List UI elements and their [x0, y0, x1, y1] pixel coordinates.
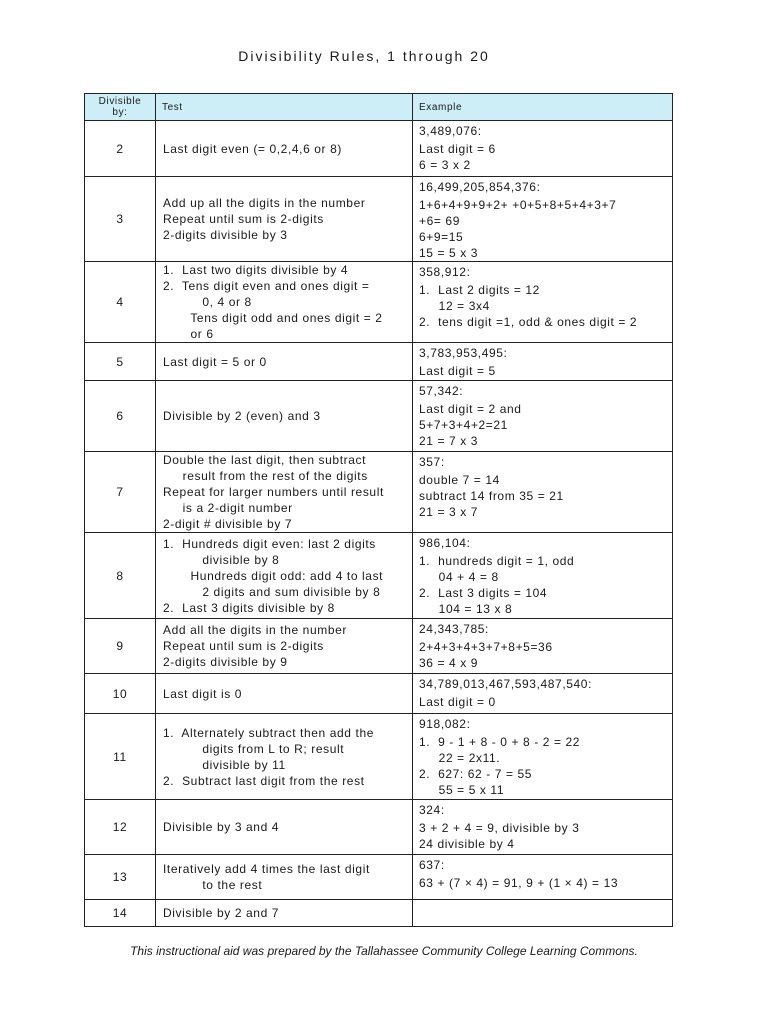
test-line: 1. Alternately subtract then add the — [163, 725, 374, 740]
example-line: 16,499,205,854,376: — [419, 180, 541, 194]
test-line: divisible by 8 — [163, 552, 280, 567]
table-row — [85, 800, 673, 855]
divisor-cell: 14 — [85, 900, 156, 927]
test-line: 2 digits and sum divisible by 8 — [163, 584, 381, 599]
example-line: double 7 = 14 — [419, 473, 500, 487]
test-cell — [156, 177, 413, 262]
example-line: 24,343,785: — [419, 622, 489, 636]
example-line: 21 = 7 x 3 — [419, 434, 479, 448]
test-cell — [156, 619, 413, 674]
divisor-cell: 7 — [85, 452, 156, 533]
example-line: 3 + 2 + 4 = 9, divisible by 3 — [419, 821, 580, 835]
example-cell — [413, 619, 673, 674]
example-line: 1. hundreds digit = 1, odd — [419, 554, 575, 568]
table-row — [85, 855, 673, 900]
example-cell — [413, 900, 673, 927]
example-line: 34,789,013,467,593,487,540: — [419, 677, 593, 691]
test-cell — [156, 900, 413, 927]
example-line: 6 = 3 x 2 — [419, 158, 471, 172]
test-line: Tens digit odd and ones digit = 2 — [163, 311, 383, 325]
example-line: 104 = 13 x 8 — [419, 602, 513, 616]
test-line: Add all the digits in the number — [163, 623, 347, 637]
example-cell — [413, 177, 673, 262]
table-row — [85, 381, 673, 452]
test-line: Divisible by 3 and 4 — [163, 820, 280, 834]
table-header-row — [85, 94, 673, 121]
example-cell — [413, 343, 673, 381]
example-line: Last digit = 0 — [419, 695, 496, 709]
test-cell — [156, 800, 413, 855]
table-row — [85, 619, 673, 674]
test-line: 1. Last two digits divisible by 4 — [163, 263, 349, 277]
example-line: 1+6+4+9+9+2+ +0+5+8+5+4+3+7 — [419, 198, 617, 212]
example-cell — [413, 714, 673, 800]
test-line: 2. Tens digit even and ones digit = — [163, 279, 370, 293]
example-line: Last digit = 2 and — [419, 402, 522, 416]
table-body — [85, 121, 673, 927]
example-line: 36 = 4 x 9 — [419, 656, 479, 670]
test-line: Repeat until sum is 2-digits — [163, 212, 324, 226]
example-line: 22 = 2x11. — [419, 751, 501, 765]
test-line: digits from L to R; result — [163, 741, 345, 756]
test-line: result from the rest of the digits — [163, 469, 368, 483]
divisor-cell: 2 — [85, 121, 156, 177]
example-line: 918,082: — [419, 717, 471, 731]
test-line: Last digit even (= 0,2,4,6 or 8) — [163, 141, 342, 156]
table-row — [85, 900, 673, 927]
table-row — [85, 714, 673, 800]
example-line: 55 = 5 x 11 — [419, 783, 505, 797]
example-line: 21 = 3 x 7 — [419, 505, 479, 519]
test-cell — [156, 533, 413, 619]
example-cell — [413, 381, 673, 452]
test-line: 1. Hundreds digit even: last 2 digits — [163, 536, 376, 551]
example-line: 324: — [419, 803, 445, 817]
test-cell — [156, 121, 413, 177]
test-line: divisible by 11 — [163, 757, 286, 772]
test-line: Iteratively add 4 times the last digit — [163, 862, 370, 876]
table-row — [85, 674, 673, 714]
divisor-cell: 10 — [85, 674, 156, 714]
test-line: 2. Last 3 digits divisible by 8 — [163, 600, 335, 615]
example-line: 2. 627: 62 - 7 = 55 — [419, 767, 533, 781]
test-line: Repeat until sum is 2-digits — [163, 639, 324, 653]
divisor-cell: 12 — [85, 800, 156, 855]
test-line: Repeat for larger numbers until result — [163, 485, 384, 499]
test-cell — [156, 381, 413, 452]
example-line: 5+7+3+4+2=21 — [419, 418, 508, 432]
table-row — [85, 177, 673, 262]
example-line: 2. tens digit =1, odd & ones digit = 2 — [419, 315, 638, 329]
test-line: Divisible by 2 and 7 — [163, 906, 280, 920]
test-line: or 6 — [163, 327, 214, 341]
example-line: 24 divisible by 4 — [419, 837, 515, 851]
footer-note: This instructional aid was prepared by the Tallahassee Community College Learning Commons. — [130, 944, 638, 958]
test-line: is a 2-digit number — [163, 501, 293, 515]
example-line: subtract 14 from 35 = 21 — [419, 489, 564, 503]
example-line: +6= 69 — [419, 214, 460, 228]
example-line: Last digit = 6 — [419, 142, 496, 156]
divisor-cell: 3 — [85, 177, 156, 262]
test-line: Add up all the digits in the number — [163, 196, 366, 210]
test-line: Last digit = 5 or 0 — [163, 354, 267, 369]
test-line: to the rest — [163, 878, 263, 892]
test-cell — [156, 262, 413, 343]
table-row — [85, 121, 673, 177]
header-test: Test — [156, 94, 413, 121]
example-line: 2+4+3+4+3+7+8+5=36 — [419, 640, 553, 654]
test-line: Hundreds digit odd: add 4 to last — [163, 568, 384, 583]
example-line: 358,912: — [419, 265, 471, 279]
test-line: 2. Subtract last digit from the rest — [163, 773, 365, 788]
divisor-cell: 11 — [85, 714, 156, 800]
example-line: 357: — [419, 455, 445, 469]
example-line: 12 = 3x4 — [419, 299, 490, 313]
divisibility-rules-table — [84, 93, 673, 927]
example-line: 6+9=15 — [419, 230, 464, 244]
example-line: 637: — [419, 858, 445, 872]
divisor-cell: 8 — [85, 533, 156, 619]
test-line: Last digit is 0 — [163, 686, 243, 701]
example-line: 57,342: — [419, 384, 464, 398]
test-line: Double the last digit, then subtract — [163, 453, 367, 467]
example-cell — [413, 452, 673, 533]
example-line: 2. Last 3 digits = 104 — [419, 586, 548, 600]
divisor-cell: 4 — [85, 262, 156, 343]
test-line: 2-digits divisible by 9 — [163, 655, 288, 669]
test-cell — [156, 674, 413, 714]
test-line: 0, 4 or 8 — [163, 295, 252, 309]
example-line: 3,489,076: — [419, 124, 482, 138]
test-line: Divisible by 2 (even) and 3 — [163, 409, 321, 423]
example-line: 1. Last 2 digits = 12 — [419, 283, 540, 297]
example-cell — [413, 262, 673, 343]
example-cell — [413, 800, 673, 855]
example-line: 1. 9 - 1 + 8 - 0 + 8 - 2 = 22 — [419, 735, 581, 749]
example-cell — [413, 674, 673, 714]
example-line: 04 + 4 = 8 — [419, 570, 499, 584]
example-line: 15 = 5 x 3 — [419, 246, 479, 260]
divisor-cell: 13 — [85, 855, 156, 900]
test-cell — [156, 343, 413, 381]
example-line: 3,783,953,495: — [419, 346, 508, 360]
example-line: 63 + (7 × 4) = 91, 9 + (1 × 4) = 13 — [419, 876, 619, 890]
test-cell — [156, 714, 413, 800]
test-cell — [156, 855, 413, 900]
table-row — [85, 343, 673, 381]
table-row — [85, 452, 673, 533]
example-cell — [413, 121, 673, 177]
page-title: Divisibility Rules, 1 through 20 — [238, 48, 490, 64]
example-cell — [413, 855, 673, 900]
example-line: Last digit = 5 — [419, 364, 496, 378]
header-example: Example — [413, 94, 673, 121]
example-cell — [413, 533, 673, 619]
test-cell — [156, 452, 413, 533]
divisor-cell: 5 — [85, 343, 156, 381]
test-line: 2-digits divisible by 3 — [163, 228, 288, 242]
divisor-cell: 6 — [85, 381, 156, 452]
example-line: 986,104: — [419, 536, 471, 550]
table-row — [85, 262, 673, 343]
test-line: 2-digit # divisible by 7 — [163, 517, 293, 531]
divisor-cell: 9 — [85, 619, 156, 674]
table-row — [85, 533, 673, 619]
header-divisible-by: Divisible by: — [85, 94, 156, 121]
